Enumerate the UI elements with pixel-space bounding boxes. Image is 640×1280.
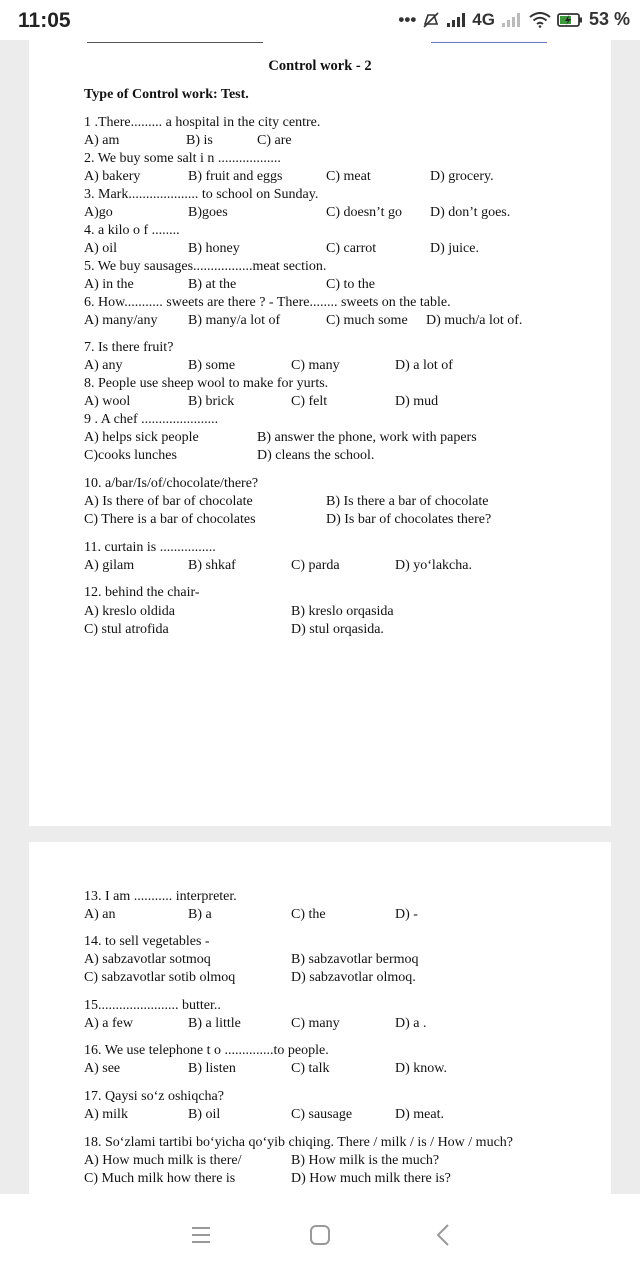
option: B) many/a lot of — [188, 313, 281, 328]
option: C) stul atrofida — [84, 622, 169, 637]
option: C)cooks lunches — [84, 448, 177, 463]
option: C) sabzavotlar sotib olmoq — [84, 970, 236, 985]
option: B) brick — [188, 394, 235, 409]
header-link-rule — [431, 42, 547, 43]
option: A) sabzavotlar sotmoq — [84, 952, 211, 967]
option: D) much/a lot of. — [426, 313, 523, 328]
option: B) a little — [188, 1016, 241, 1031]
document-page-2 — [29, 842, 611, 1194]
question-18: 18. So‘zlami tartibi bo‘yicha qo‘yib chiqing. There / milk / is / How / much? — [84, 1135, 513, 1150]
question-3: 3. Mark.................... to school on Sunday. — [84, 187, 319, 202]
option: D) cleans the school. — [257, 448, 375, 463]
status-icons — [398, 9, 630, 30]
document-page-1 — [29, 40, 611, 826]
option: C) Much milk how there is — [84, 1171, 236, 1186]
battery-icon — [557, 12, 583, 28]
question-17: 17. Qaysi so‘z oshiqcha? — [84, 1089, 224, 1104]
option: C) parda — [291, 558, 340, 573]
option: B) How milk is the much? — [291, 1153, 440, 1168]
option: B) listen — [188, 1061, 236, 1076]
option: A) milk — [84, 1107, 128, 1122]
option: A) am — [84, 133, 120, 148]
option: B) oil — [188, 1107, 221, 1122]
question-9: 9 . A chef ...................... — [84, 412, 219, 427]
option: B) at the — [188, 277, 237, 292]
option: C) felt — [291, 394, 328, 409]
option: B) kreslo orqasida — [291, 604, 394, 619]
back-button[interactable] — [428, 1222, 458, 1252]
home-button[interactable] — [305, 1222, 335, 1252]
option: D) juice. — [430, 241, 479, 256]
recent-apps-button[interactable] — [186, 1222, 216, 1252]
network-type: 4G — [472, 9, 495, 29]
mute-icon — [422, 12, 440, 28]
question-15: 15....................... butter.. — [84, 998, 221, 1013]
option: B) answer the phone, work with papers — [257, 430, 477, 445]
option: C) much some — [326, 313, 408, 328]
question-10: 10. a/bar/Is/of/chocolate/there? — [84, 476, 259, 491]
option: A) gilam — [84, 558, 135, 573]
option: D) meat. — [395, 1107, 444, 1122]
option: B) shkaf — [188, 558, 236, 573]
option: A) oil — [84, 241, 118, 256]
option: C) There is a bar of chocolates — [84, 512, 256, 527]
question-2: 2. We buy some salt i n .................. — [84, 151, 281, 166]
option: D) know. — [395, 1061, 447, 1076]
option: D) a lot of — [395, 358, 453, 373]
option: A) How much milk is there/ — [84, 1153, 242, 1168]
clock: 11:05 — [18, 9, 71, 32]
option: C) many — [291, 1016, 340, 1031]
option: A) a few — [84, 1016, 133, 1031]
option: C) talk — [291, 1061, 330, 1076]
option: C) to the — [326, 277, 375, 292]
option: B)goes — [188, 205, 228, 220]
status-bar — [0, 0, 640, 40]
option: D) Is bar of chocolates there? — [326, 512, 492, 527]
option: B) fruit and eggs — [188, 169, 283, 184]
question-16: 16. We use telephone t o ..............to people. — [84, 1043, 329, 1058]
option: C) carrot — [326, 241, 377, 256]
header-rule — [87, 42, 263, 43]
home-icon — [308, 1223, 332, 1252]
question-5: 5. We buy sausages.................meat section. — [84, 259, 327, 274]
option: D) - — [395, 907, 418, 922]
question-4: 4. a kilo o f ........ — [84, 223, 180, 238]
option: C) sausage — [291, 1107, 353, 1122]
option: C) many — [291, 358, 340, 373]
option: B) some — [188, 358, 236, 373]
option: D) yo‘lakcha. — [395, 558, 472, 573]
option: A) an — [84, 907, 116, 922]
option: D) grocery. — [430, 169, 494, 184]
option: A) see — [84, 1061, 121, 1076]
option: C) doesn’t go — [326, 205, 402, 220]
option: D) stul orqasida. — [291, 622, 384, 637]
option: D) a . — [395, 1016, 427, 1031]
question-7: 7. Is there fruit? — [84, 340, 174, 355]
question-6: 6. How........... sweets are there ? - There........ sweets on the table. — [84, 295, 451, 310]
option: D) mud — [395, 394, 439, 409]
option: C) are — [257, 133, 292, 148]
option: A)go — [84, 205, 113, 220]
question-13: 13. I am ........... interpreter. — [84, 889, 237, 904]
option: B) is — [186, 133, 213, 148]
option: A) helps sick people — [84, 430, 199, 445]
question-12: 12. behind the chair- — [84, 585, 200, 600]
question-1: 1 .There......... a hospital in the city centre. — [84, 115, 321, 130]
option: A) kreslo oldida — [84, 604, 175, 619]
option: A) bakery — [84, 169, 141, 184]
option: B) Is there a bar of chocolate — [326, 494, 489, 509]
option: A) wool — [84, 394, 131, 409]
signal-icon — [446, 12, 466, 28]
option: D) don’t goes. — [430, 205, 511, 220]
menu-icon — [190, 1225, 212, 1250]
navigation-bar — [0, 1194, 640, 1280]
option: A) many/any — [84, 313, 158, 328]
question-14: 14. to sell vegetables - — [84, 934, 210, 949]
page-title: Control work - 2 — [268, 58, 372, 74]
option: A) Is there of bar of chocolate — [84, 494, 253, 509]
option: C) the — [291, 907, 326, 922]
option: D) sabzavotlar olmoq. — [291, 970, 416, 985]
back-icon — [435, 1223, 451, 1252]
option: C) meat — [326, 169, 371, 184]
battery-level: 53 % — [588, 9, 630, 29]
option: B) a — [188, 907, 212, 922]
signal-weak-icon — [501, 12, 523, 28]
test-type: Type of Control work: Test. — [84, 87, 249, 102]
option: B) sabzavotlar bermoq — [291, 952, 419, 967]
option: A) in the — [84, 277, 134, 292]
more-dots-icon: ••• — [398, 9, 417, 29]
option: A) any — [84, 358, 123, 373]
option: B) honey — [188, 241, 240, 256]
wifi-icon — [529, 12, 551, 28]
option: D) How much milk there is? — [291, 1171, 451, 1186]
question-8: 8. People use sheep wool to make for yurts. — [84, 376, 329, 391]
question-11: 11. curtain is ................ — [84, 540, 216, 555]
